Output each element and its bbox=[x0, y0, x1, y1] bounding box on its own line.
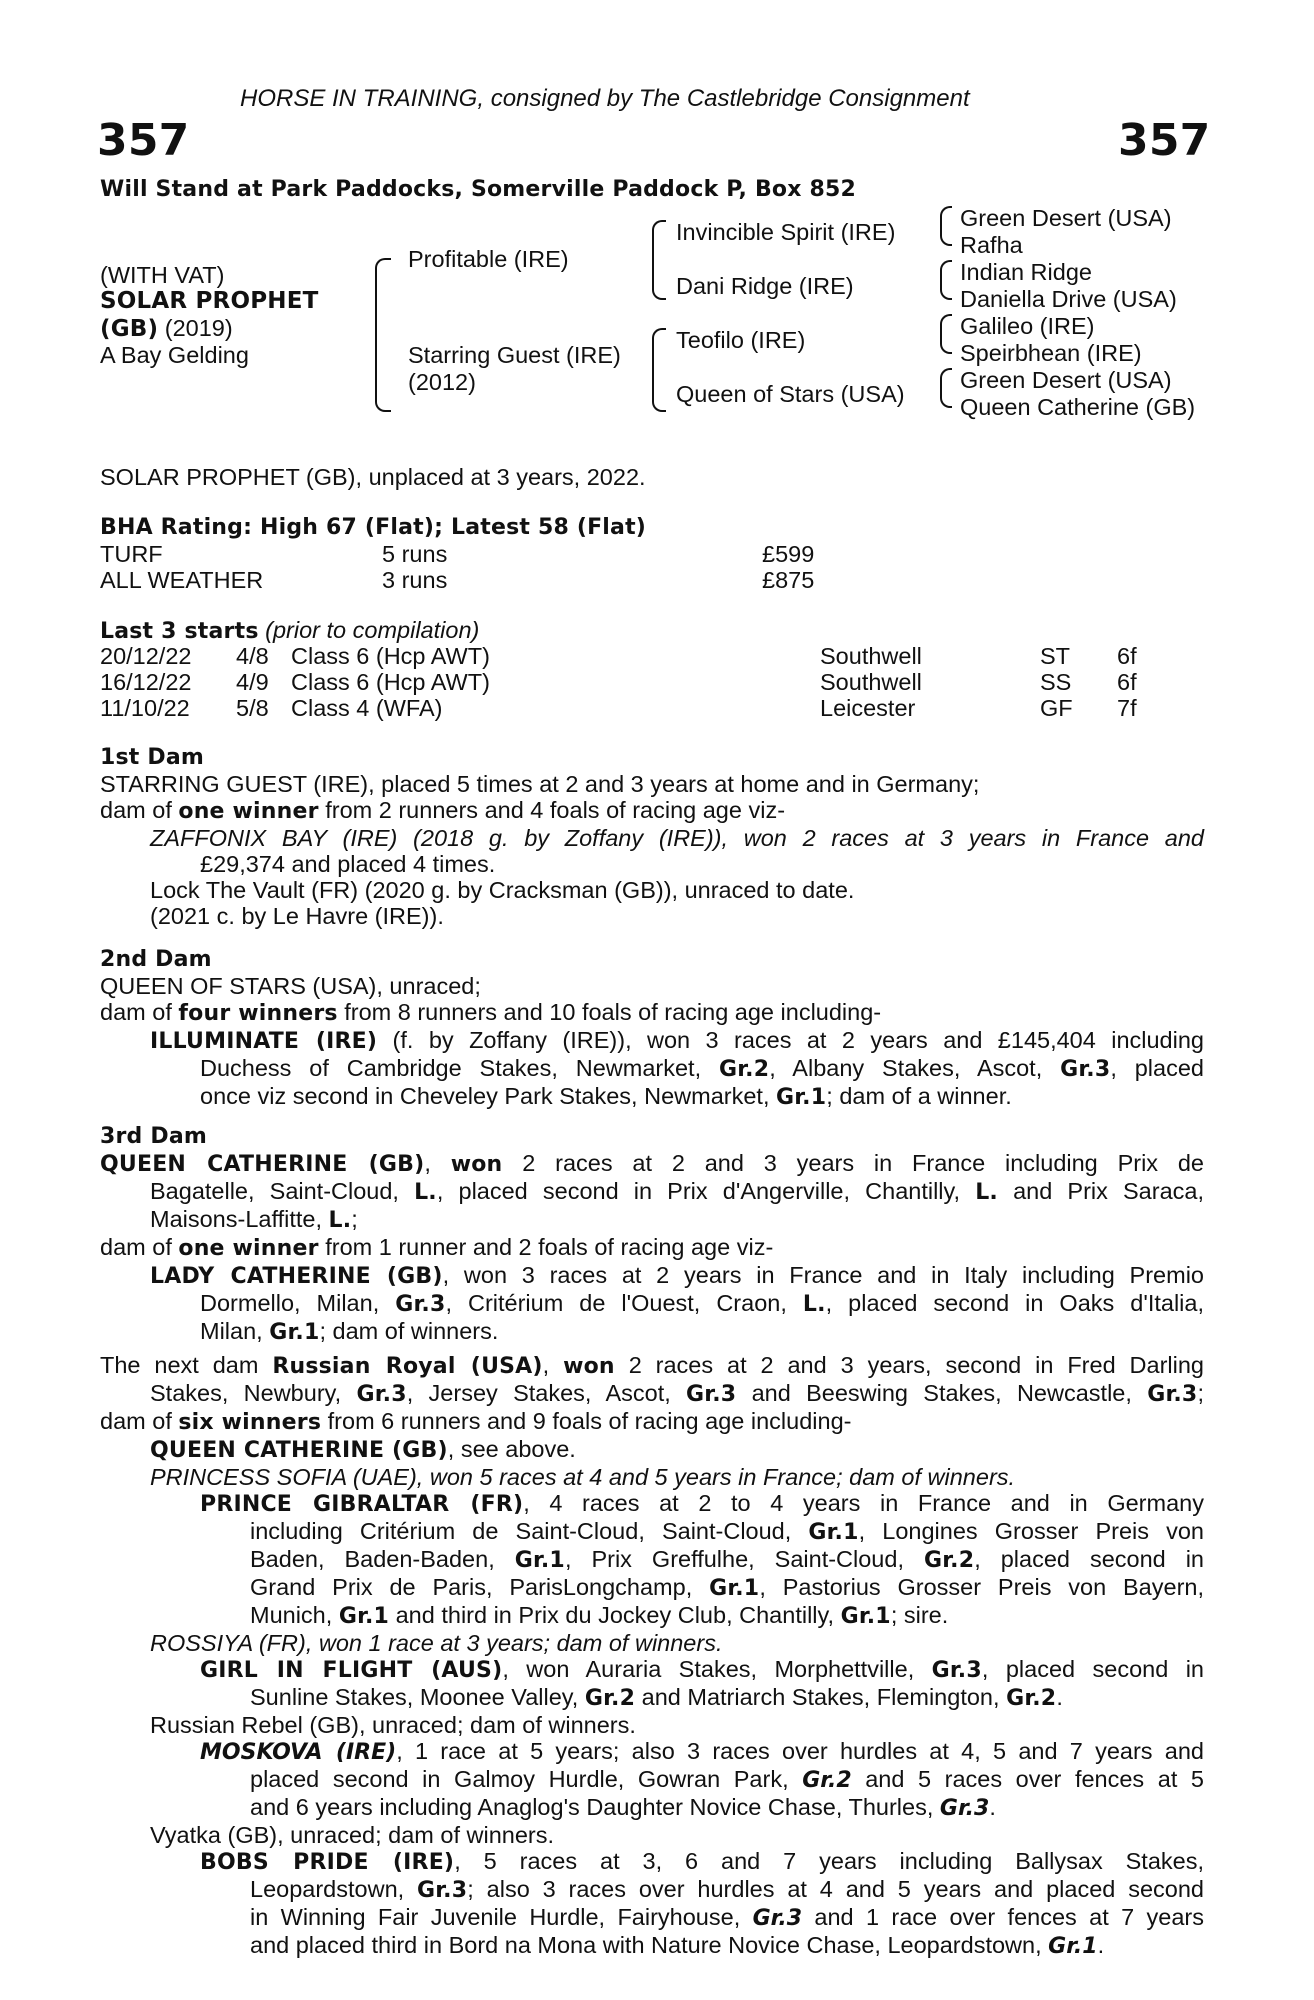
progeny-illuminate-cont bbox=[100, 1055, 1204, 1083]
text: ; dam of winners. bbox=[319, 1318, 499, 1344]
start-race-1: Class 6 (Hcp AWT) bbox=[291, 643, 490, 669]
text: , Longines Grosser Preis von bbox=[858, 1518, 1204, 1544]
progeny-queen-catherine bbox=[100, 1436, 1204, 1464]
text: Munich, bbox=[250, 1602, 339, 1628]
listed: L. bbox=[414, 1180, 437, 1205]
start-race-2: Class 6 (Hcp AWT) bbox=[291, 669, 490, 695]
progeny-prince-gibraltar-3 bbox=[100, 1546, 1204, 1574]
horse-name: LADY CATHERINE (GB) bbox=[150, 1264, 443, 1289]
last-starts-note: (prior to compilation) bbox=[258, 617, 480, 643]
text: ZAFFONIX BAY (IRE) (2018 g. by Zoffany (IRE)), won 2 races at 3 years in France and bbox=[150, 825, 1204, 851]
horse-name: QUEEN CATHERINE (GB) bbox=[100, 1152, 425, 1177]
text: , Critérium de l'Ouest, Craon, bbox=[445, 1290, 803, 1316]
pedigree-brace-gen1 bbox=[375, 258, 391, 412]
text: Baden, Baden-Baden, bbox=[250, 1546, 515, 1572]
grade: Gr.1 bbox=[709, 1576, 760, 1601]
horse-name: Russian Royal (USA) bbox=[272, 1354, 543, 1379]
stand-location: Will Stand at Park Paddocks, Somerville Paddock P, Box 852 bbox=[100, 177, 857, 202]
last-starts-heading bbox=[100, 617, 479, 645]
pedigree-gen3-6: Speirbhean (IRE) bbox=[960, 340, 1142, 366]
grade: Gr.1 bbox=[514, 1548, 565, 1573]
start-course-3: Leicester bbox=[820, 695, 916, 721]
progeny-prince-gibraltar-4 bbox=[100, 1574, 1204, 1602]
text: Stakes, Newbury, bbox=[150, 1380, 357, 1406]
page-subtitle: HORSE IN TRAINING, consigned by The Castlebridge Consignment bbox=[240, 85, 970, 112]
start-going-2: SS bbox=[1040, 669, 1072, 695]
grade: Gr.1 bbox=[1048, 1934, 1098, 1959]
aw-prize: £875 bbox=[762, 567, 815, 593]
text: Grand Prix de Paris, ParisLongchamp, bbox=[250, 1574, 710, 1600]
grade: Gr.3 bbox=[752, 1906, 803, 1931]
text: , placed second in bbox=[974, 1546, 1205, 1572]
pedigree-brace-gen3-4 bbox=[940, 368, 952, 408]
text: Leopardstown, bbox=[250, 1876, 418, 1902]
winners-count: six winners bbox=[178, 1410, 322, 1435]
start-dist-1: 6f bbox=[1117, 643, 1137, 669]
horse-name: ILLUMINATE (IRE) bbox=[150, 1029, 378, 1054]
next-dam-produce bbox=[100, 1408, 1204, 1436]
pedigree-gen3-5: Galileo (IRE) bbox=[960, 313, 1095, 339]
text: dam of bbox=[100, 797, 179, 823]
listed: L. bbox=[802, 1292, 826, 1317]
won: won bbox=[563, 1354, 615, 1379]
progeny-2021-colt: (2021 c. by Le Havre (IRE)). bbox=[150, 903, 444, 929]
pedigree-gen3-3: Indian Ridge bbox=[960, 259, 1092, 285]
first-dam-section bbox=[100, 745, 1204, 929]
won: won bbox=[450, 1152, 503, 1177]
grade: Gr.3 bbox=[1147, 1382, 1198, 1407]
text: placed second in Galmoy Hurdle, Gowran Park, bbox=[250, 1766, 803, 1792]
pedigree-gen3-1: Green Desert (USA) bbox=[960, 205, 1172, 231]
text: , bbox=[542, 1352, 564, 1378]
grade: Gr.3 bbox=[395, 1292, 446, 1317]
next-dam-line bbox=[100, 1352, 1204, 1380]
grade: Gr.2 bbox=[584, 1686, 636, 1711]
text: Sunline Stakes, Moonee Valley, bbox=[250, 1684, 585, 1710]
pedigree-dam-year: (2012) bbox=[408, 369, 476, 395]
text: Bagatelle, Saint-Cloud, bbox=[150, 1178, 415, 1204]
start-pos-2: 4/9 bbox=[236, 669, 269, 695]
text: from 2 runners and 4 foals of racing age viz- bbox=[318, 797, 786, 823]
horse-name: MOSKOVA (IRE) bbox=[200, 1740, 397, 1765]
progeny-prince-gibraltar-5 bbox=[100, 1602, 1204, 1630]
second-dam-section bbox=[100, 947, 1204, 1111]
text: . bbox=[1056, 1684, 1063, 1710]
grade: Gr.3 bbox=[931, 1658, 982, 1683]
text: , 4 races at 2 to 4 years in France and in Germany bbox=[523, 1490, 1204, 1516]
turf-surface: TURF bbox=[100, 541, 163, 567]
horse-name: BOBS PRIDE (IRE) bbox=[200, 1850, 455, 1875]
third-dam-section bbox=[100, 1124, 1204, 1346]
start-going-3: GF bbox=[1040, 695, 1073, 721]
text: , bbox=[424, 1150, 451, 1176]
pedigree-brace-gen2-bottom bbox=[652, 328, 666, 412]
text: from 8 runners and 10 foals of racing age including- bbox=[337, 999, 882, 1025]
progeny-russian-rebel: Russian Rebel (GB), unraced; dam of winners. bbox=[150, 1712, 636, 1738]
text: Milan, bbox=[200, 1318, 270, 1344]
start-date-1: 20/12/22 bbox=[100, 643, 192, 669]
progeny-lock-the-vault: Lock The Vault (FR) (2020 g. by Cracksman (GB)), unraced to date. bbox=[150, 877, 855, 903]
grade: Gr.2 bbox=[718, 1057, 770, 1082]
text: in Winning Fair Juvenile Hurdle, Fairyhouse, bbox=[250, 1904, 753, 1930]
pedigree-dam-sire: Teofilo (IRE) bbox=[676, 327, 806, 353]
text: , placed bbox=[1110, 1055, 1204, 1081]
grade: Gr.1 bbox=[840, 1604, 891, 1629]
progeny-girl-in-flight bbox=[100, 1656, 1204, 1684]
text: . bbox=[989, 1794, 996, 1820]
start-pos-1: 4/8 bbox=[236, 643, 269, 669]
text: from 6 runners and 9 foals of racing age including- bbox=[321, 1408, 852, 1434]
progeny-moskova-3 bbox=[100, 1794, 1204, 1822]
text: The next dam bbox=[100, 1352, 273, 1378]
start-dist-3: 7f bbox=[1117, 695, 1137, 721]
progeny-lady-catherine bbox=[100, 1262, 1204, 1290]
text: including Critérium de Saint-Cloud, Saint-Cloud, bbox=[250, 1518, 809, 1544]
text: , 5 races at 3, 6 and 7 years including Ballysax Stakes, bbox=[454, 1848, 1205, 1874]
progeny-bobs-pride-4 bbox=[100, 1932, 1204, 1960]
third-dam-produce bbox=[100, 1234, 1204, 1262]
horse-name: QUEEN CATHERINE (GB) bbox=[150, 1438, 448, 1463]
last-starts-title: Last 3 starts bbox=[100, 619, 259, 644]
bha-rating: BHA Rating: High 67 (Flat); Latest 58 (Flat) bbox=[100, 515, 647, 540]
start-pos-3: 5/8 bbox=[236, 695, 269, 721]
second-dam-line: QUEEN OF STARS (USA), unraced; bbox=[100, 973, 481, 999]
pedigree-brace-gen3-1 bbox=[940, 206, 952, 246]
lot-number-right: 357 bbox=[1118, 115, 1211, 166]
pedigree-sire-sire: Invincible Spirit (IRE) bbox=[676, 219, 896, 245]
horse-origin: (GB) bbox=[100, 316, 159, 342]
horse-name: PRINCE GIBRALTAR (FR) bbox=[200, 1492, 524, 1517]
horse-description: A Bay Gelding bbox=[100, 342, 249, 368]
progeny-lady-catherine-cont2 bbox=[100, 1318, 1204, 1346]
progeny-bobs-pride-2 bbox=[100, 1876, 1204, 1904]
text: and Beeswing Stakes, Newcastle, bbox=[736, 1380, 1148, 1406]
pedigree-sire: Profitable (IRE) bbox=[408, 246, 569, 272]
lot-number-left: 357 bbox=[97, 115, 190, 166]
grade: Gr.1 bbox=[808, 1520, 859, 1545]
grade: Gr.2 bbox=[923, 1548, 975, 1573]
turf-runs: 5 runs bbox=[382, 541, 448, 567]
grade: Gr.2 bbox=[1006, 1686, 1057, 1711]
listed: L. bbox=[328, 1208, 352, 1233]
pedigree-dam-dam: Queen of Stars (USA) bbox=[676, 381, 905, 407]
progeny-zaffonix bbox=[100, 825, 1204, 851]
progeny-prince-gibraltar bbox=[100, 1490, 1204, 1518]
pedigree-brace-gen3-2 bbox=[940, 260, 952, 300]
listed: L. bbox=[975, 1180, 998, 1205]
next-dam-section bbox=[100, 1352, 1204, 1960]
text: dam of bbox=[100, 999, 179, 1025]
turf-prize: £599 bbox=[762, 541, 815, 567]
start-date-2: 16/12/22 bbox=[100, 669, 192, 695]
first-dam-heading: 1st Dam bbox=[100, 745, 205, 770]
text: , see above. bbox=[447, 1436, 576, 1462]
text: and 6 years including Anaglog's Daughter Novice Chase, Thurles, bbox=[250, 1794, 940, 1820]
start-race-3: Class 4 (WFA) bbox=[291, 695, 443, 721]
winners-count: four winners bbox=[178, 1001, 338, 1026]
grade: Gr.1 bbox=[338, 1604, 390, 1629]
start-course-1: Southwell bbox=[820, 643, 922, 669]
third-dam-line-2 bbox=[100, 1178, 1204, 1206]
horse-name: SOLAR PROPHET bbox=[100, 288, 319, 314]
text: and Matriarch Stakes, Flemington, bbox=[635, 1684, 1007, 1710]
text: , placed second in Prix d'Angerville, Chantilly, bbox=[436, 1178, 976, 1204]
text: , Pastorius Grosser Preis von Bayern, bbox=[759, 1574, 1204, 1600]
progeny-rossiya: ROSSIYA (FR), won 1 race at 3 years; dam of winners. bbox=[150, 1630, 723, 1656]
text: , won Auraria Stakes, Morphettville, bbox=[502, 1656, 932, 1682]
pedigree-brace-gen2-top bbox=[652, 220, 666, 300]
text: and Prix Saraca, bbox=[997, 1178, 1204, 1204]
progeny-moskova-2 bbox=[100, 1766, 1204, 1794]
text: from 1 runner and 2 foals of racing age viz- bbox=[318, 1234, 774, 1260]
text: , 1 race at 5 years; also 3 races over hurdles at 4, 5 and 7 years and bbox=[396, 1738, 1205, 1764]
first-dam-line: STARRING GUEST (IRE), placed 5 times at 2 and 3 years at home and in Germany; bbox=[100, 771, 980, 797]
pedigree-gen3-8: Queen Catherine (GB) bbox=[960, 394, 1196, 420]
vat-label: (WITH VAT) bbox=[100, 262, 225, 288]
grade: Gr.3 bbox=[356, 1382, 407, 1407]
text: once viz second in Cheveley Park Stakes, Newmarket, bbox=[200, 1083, 777, 1109]
text: , Albany Stakes, Ascot, bbox=[769, 1055, 1061, 1081]
text: . bbox=[1097, 1932, 1105, 1958]
first-dam-produce bbox=[100, 797, 1204, 825]
text: and 1 race over fences at 7 years bbox=[802, 1904, 1205, 1930]
second-dam-produce bbox=[100, 999, 1204, 1027]
text: and third in Prix du Jockey Club, Chantilly, bbox=[389, 1602, 841, 1628]
winners-count: one winner bbox=[178, 799, 319, 824]
winners-count: one winner bbox=[178, 1236, 319, 1261]
text: , Prix Greffulhe, Saint-Cloud, bbox=[564, 1546, 924, 1572]
race-summary: SOLAR PROPHET (GB), unplaced at 3 years, 2022. bbox=[100, 464, 646, 490]
pedigree-gen3-2: Rafha bbox=[960, 232, 1023, 258]
progeny-zaffonix-cont: £29,374 and placed 4 times. bbox=[200, 851, 496, 877]
second-dam-heading: 2nd Dam bbox=[100, 947, 212, 972]
pedigree-gen3-7: Green Desert (USA) bbox=[960, 367, 1172, 393]
grade: Gr.3 bbox=[686, 1382, 737, 1407]
progeny-bobs-pride bbox=[100, 1848, 1204, 1876]
start-date-3: 11/10/22 bbox=[100, 695, 190, 721]
text: and placed third in Bord na Mona with Nature Novice Chase, Leopardstown, bbox=[250, 1932, 1049, 1958]
progeny-illuminate-cont2 bbox=[100, 1083, 1204, 1111]
text: Maisons-Laffitte, bbox=[150, 1206, 329, 1232]
grade: Gr.1 bbox=[776, 1085, 827, 1110]
start-dist-2: 6f bbox=[1117, 669, 1137, 695]
text: , Jersey Stakes, Ascot, bbox=[406, 1380, 687, 1406]
progeny-vyatka: Vyatka (GB), unraced; dam of winners. bbox=[150, 1822, 555, 1848]
text: , placed second in bbox=[981, 1656, 1204, 1682]
text: 2 races at 2 and 3 years in France including Prix de bbox=[502, 1150, 1204, 1176]
progeny-illuminate bbox=[100, 1027, 1204, 1055]
text: ; sire. bbox=[890, 1602, 949, 1628]
horse-origin-year bbox=[100, 315, 233, 342]
progeny-moskova bbox=[100, 1738, 1204, 1766]
third-dam-line-3 bbox=[100, 1206, 1204, 1234]
text: ; bbox=[351, 1206, 358, 1232]
pedigree-sire-dam: Dani Ridge (IRE) bbox=[676, 273, 854, 299]
grade: Gr.2 bbox=[802, 1768, 852, 1793]
text: Dormello, Milan, bbox=[200, 1290, 396, 1316]
horse-year: (2019) bbox=[158, 315, 233, 341]
next-dam-line-2 bbox=[100, 1380, 1204, 1408]
progeny-girl-in-flight-2 bbox=[100, 1684, 1204, 1712]
text: dam of bbox=[100, 1408, 179, 1434]
pedigree-dam: Starring Guest (IRE) bbox=[408, 342, 621, 368]
text: and 5 races over fences at 5 bbox=[851, 1766, 1204, 1792]
text: 2 races at 2 and 3 years, second in Fred Darling bbox=[614, 1352, 1204, 1378]
text: ; also 3 races over hurdles at 4 and 5 years and placed second bbox=[467, 1876, 1204, 1902]
grade: Gr.3 bbox=[939, 1796, 990, 1821]
aw-surface: ALL WEATHER bbox=[100, 567, 264, 593]
text: (f. by Zoffany (IRE)), won 3 races at 2 years and £145,404 including bbox=[377, 1027, 1204, 1053]
start-going-1: ST bbox=[1040, 643, 1071, 669]
text: ; dam of a winner. bbox=[826, 1083, 1012, 1109]
third-dam-heading: 3rd Dam bbox=[100, 1124, 207, 1149]
text: dam of bbox=[100, 1234, 179, 1260]
text: Duchess of Cambridge Stakes, Newmarket, bbox=[200, 1055, 719, 1081]
third-dam-line bbox=[100, 1150, 1204, 1178]
start-course-2: Southwell bbox=[820, 669, 922, 695]
horse-name: GIRL IN FLIGHT (AUS) bbox=[200, 1658, 503, 1683]
progeny-princess-sofia: PRINCESS SOFIA (UAE), won 5 races at 4 and 5 years in France; dam of winners. bbox=[150, 1464, 1016, 1490]
progeny-bobs-pride-3 bbox=[100, 1904, 1204, 1932]
text: , placed second in Oaks d'Italia, bbox=[825, 1290, 1204, 1316]
progeny-lady-catherine-cont bbox=[100, 1290, 1204, 1318]
aw-runs: 3 runs bbox=[382, 567, 448, 593]
pedigree-brace-gen3-3 bbox=[940, 314, 952, 354]
pedigree-gen3-4: Daniella Drive (USA) bbox=[960, 286, 1177, 312]
text: , won 3 races at 2 years in France and in Italy including Premio bbox=[442, 1262, 1204, 1288]
text: ; bbox=[1197, 1380, 1204, 1406]
grade: Gr.3 bbox=[417, 1878, 468, 1903]
progeny-prince-gibraltar-2 bbox=[100, 1518, 1204, 1546]
grade: Gr.1 bbox=[269, 1320, 320, 1345]
grade: Gr.3 bbox=[1060, 1057, 1111, 1082]
